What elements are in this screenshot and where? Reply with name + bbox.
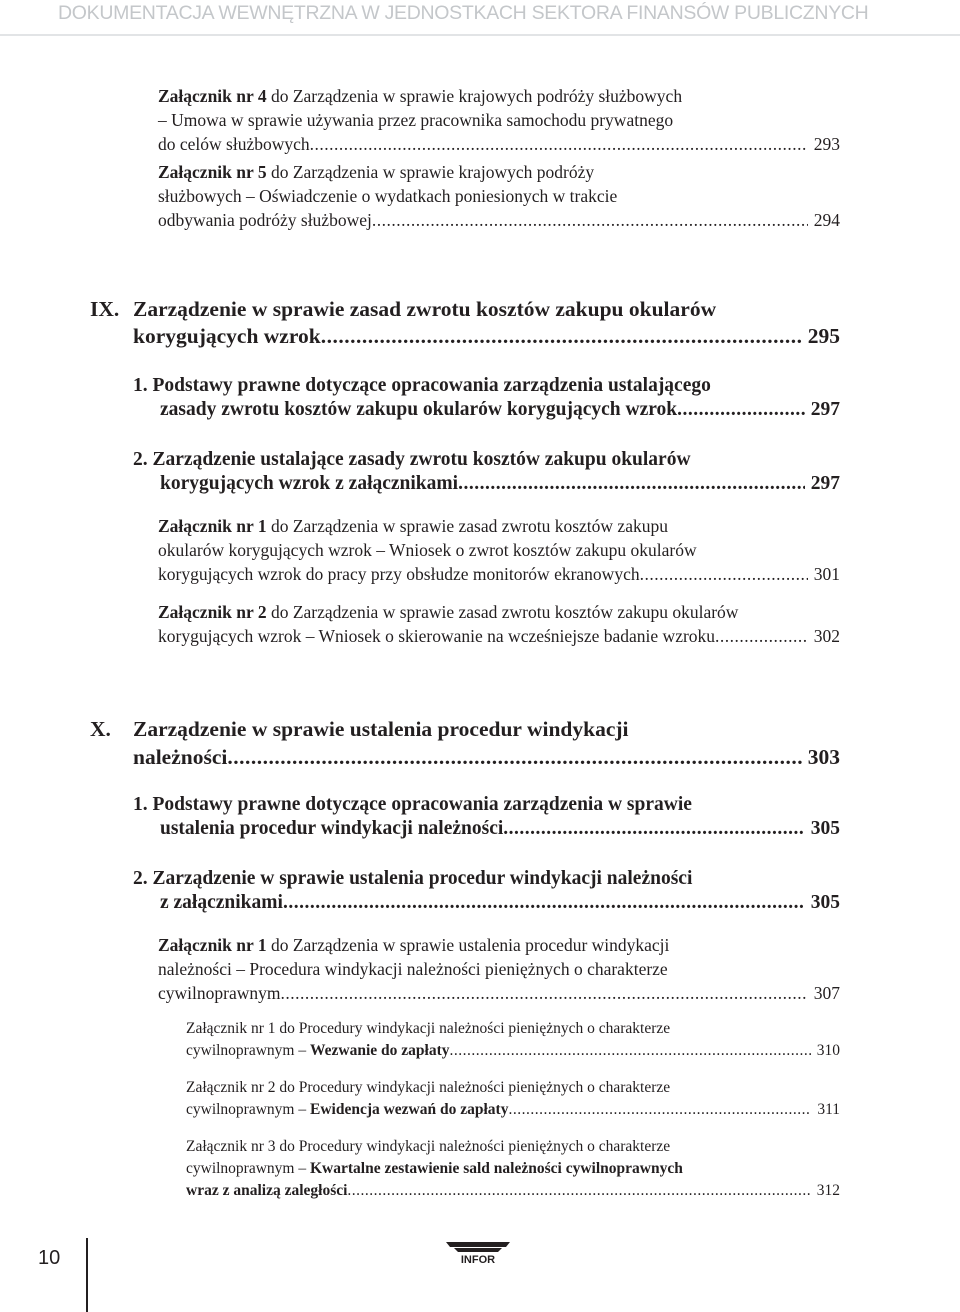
page-ref: 293 [813, 134, 840, 154]
page-ref: 305 [810, 818, 840, 839]
running-header: DOKUMENTACJA WEWNĘTRZNA W JEDNOSTKACH SEKTORA FINANSÓW PUBLICZNYCH [58, 2, 869, 24]
toc-subattachment[interactable] [186, 1136, 840, 1202]
toc-section-x[interactable] [133, 716, 840, 772]
entry-text: 1. Podstawy prawne dotyczące opracowania zarządzenia ustalającego [133, 375, 711, 396]
dot-leader [677, 398, 805, 422]
logo-text: INFOR [460, 1254, 496, 1266]
toc-subentry[interactable] [133, 867, 840, 917]
dot-leader [227, 744, 801, 771]
entry-text: okularów korygujących wzrok – Wniosek o zwrot kosztów zakupu okularów [158, 540, 697, 560]
page-ref: 301 [813, 564, 840, 584]
dot-leader [715, 624, 808, 648]
page-ref: 312 [816, 1182, 840, 1199]
entry-title: Wezwanie do zapłaty [309, 1042, 450, 1059]
section-title: Zarządzenie w sprawie zasad zwrotu kosztów zakupu okularów [133, 297, 717, 321]
toc-subattachment[interactable] [186, 1077, 840, 1121]
infor-logo [440, 1238, 516, 1268]
page-ref: 310 [816, 1042, 840, 1059]
toc-subentry[interactable] [133, 448, 840, 498]
toc-entry-attachment[interactable] [158, 933, 840, 1005]
entry-text: zasady zwrotu kosztów zakupu okularów korygujących wzrok [160, 399, 678, 420]
entry-text: korygujących wzrok z załącznikami [160, 473, 459, 494]
section-number: IX. [90, 297, 120, 321]
dot-leader [449, 1040, 810, 1061]
entry-text: służbowych – Oświadczenie o wydatkach poniesionych w trakcie [158, 186, 618, 206]
section-number: X. [90, 717, 111, 741]
dot-leader [283, 891, 805, 915]
entry-text: 2. Zarządzenie w sprawie ustalenia procedur windykacji należności [133, 868, 693, 889]
dot-leader [280, 981, 807, 1005]
entry-text: do Zarządzenia w sprawie krajowych podróży służbowych [266, 86, 683, 106]
page-ref: 295 [807, 324, 840, 348]
section-title: należności [133, 745, 228, 769]
dot-leader [458, 472, 805, 496]
entry-title: wraz z analizą zaległości [186, 1182, 348, 1199]
dot-leader [310, 132, 808, 156]
section-title: Zarządzenie w sprawie ustalenia procedur windykacji [133, 717, 629, 741]
entry-text: do Zarządzenia w sprawie zasad zwrotu kosztów zakupu [266, 516, 668, 536]
dot-leader [503, 817, 804, 841]
entry-text: – Umowa w sprawie używania przez pracownika samochodu prywatnego [158, 110, 674, 130]
toc-section-ix[interactable] [133, 296, 840, 352]
entry-text: odbywania podróży służbowej [158, 210, 372, 230]
entry-text: do Zarządzenia w sprawie krajowych podróży [266, 162, 595, 182]
toc-entry-attachment-5[interactable] [158, 160, 840, 232]
dot-leader [347, 1180, 810, 1201]
header-divider [0, 34, 960, 36]
entry-text: do Zarządzenia w sprawie ustalenia procedur windykacji [266, 935, 670, 955]
page-ref: 307 [813, 983, 840, 1003]
entry-text: należności – Procedura windykacji należności pieniężnych o charakterze [158, 959, 668, 979]
toc-subentry[interactable] [133, 793, 840, 843]
page-number: 10 [38, 1247, 61, 1269]
footer-divider [86, 1238, 88, 1312]
toc-subentry[interactable] [133, 374, 840, 424]
entry-text: cywilnoprawnym – [186, 1160, 310, 1177]
entry-text: korygujących wzrok – Wniosek o skierowanie na wcześniejsze badanie wzroku [158, 626, 716, 646]
dot-leader [508, 1099, 811, 1120]
entry-text: Załącznik nr 2 do Procedury windykacji należności pieniężnych o charakterze [186, 1079, 671, 1096]
entry-text: do Zarządzenia w sprawie zasad zwrotu kosztów zakupu okularów [266, 602, 739, 622]
attachment-label: Załącznik nr 2 [158, 602, 267, 622]
entry-title: Ewidencja wezwań do zapłaty [309, 1101, 509, 1118]
attachment-label: Załącznik nr 1 [158, 935, 267, 955]
toc-subattachment[interactable] [186, 1018, 840, 1062]
dot-leader [321, 323, 802, 350]
dot-leader [640, 562, 808, 586]
attachment-label: Załącznik nr 5 [158, 162, 267, 182]
entry-text: 2. Zarządzenie ustalające zasady zwrotu kosztów zakupu okularów [133, 449, 691, 470]
entry-text: Załącznik nr 1 do Procedury windykacji należności pieniężnych o charakterze [186, 1020, 671, 1037]
entry-text: ustalenia procedur windykacji należności [160, 818, 504, 839]
toc-entry-attachment[interactable] [158, 514, 840, 586]
entry-title: Kwartalne zestawienie sald należności cywilnoprawnych [309, 1160, 683, 1177]
dot-leader [372, 208, 808, 232]
entry-text: cywilnoprawnym – [186, 1042, 310, 1059]
page-ref: 297 [810, 399, 840, 420]
page-ref: 305 [810, 892, 840, 913]
page-ref: 303 [807, 745, 840, 769]
section-title: korygujących wzrok [133, 324, 321, 348]
toc-entry-attachment-4[interactable] [158, 84, 840, 156]
toc-entry-attachment[interactable] [158, 600, 840, 648]
page-ref: 311 [817, 1101, 840, 1118]
attachment-label: Załącznik nr 4 [158, 86, 267, 106]
attachment-label: Załącznik nr 1 [158, 516, 267, 536]
page-ref: 294 [813, 210, 840, 230]
entry-text: korygujących wzrok do pracy przy obsłudze monitorów ekranowych [158, 564, 640, 584]
entry-text: Załącznik nr 3 do Procedury windykacji należności pieniężnych o charakterze [186, 1138, 671, 1155]
entry-text: cywilnoprawnym [158, 983, 281, 1003]
page-ref: 297 [810, 473, 840, 494]
entry-text: cywilnoprawnym – [186, 1101, 310, 1118]
entry-text: do celów służbowych [158, 134, 310, 154]
entry-text: 1. Podstawy prawne dotyczące opracowania zarządzenia w sprawie [133, 794, 692, 815]
page-ref: 302 [813, 626, 840, 646]
entry-text: z załącznikami [160, 892, 283, 913]
